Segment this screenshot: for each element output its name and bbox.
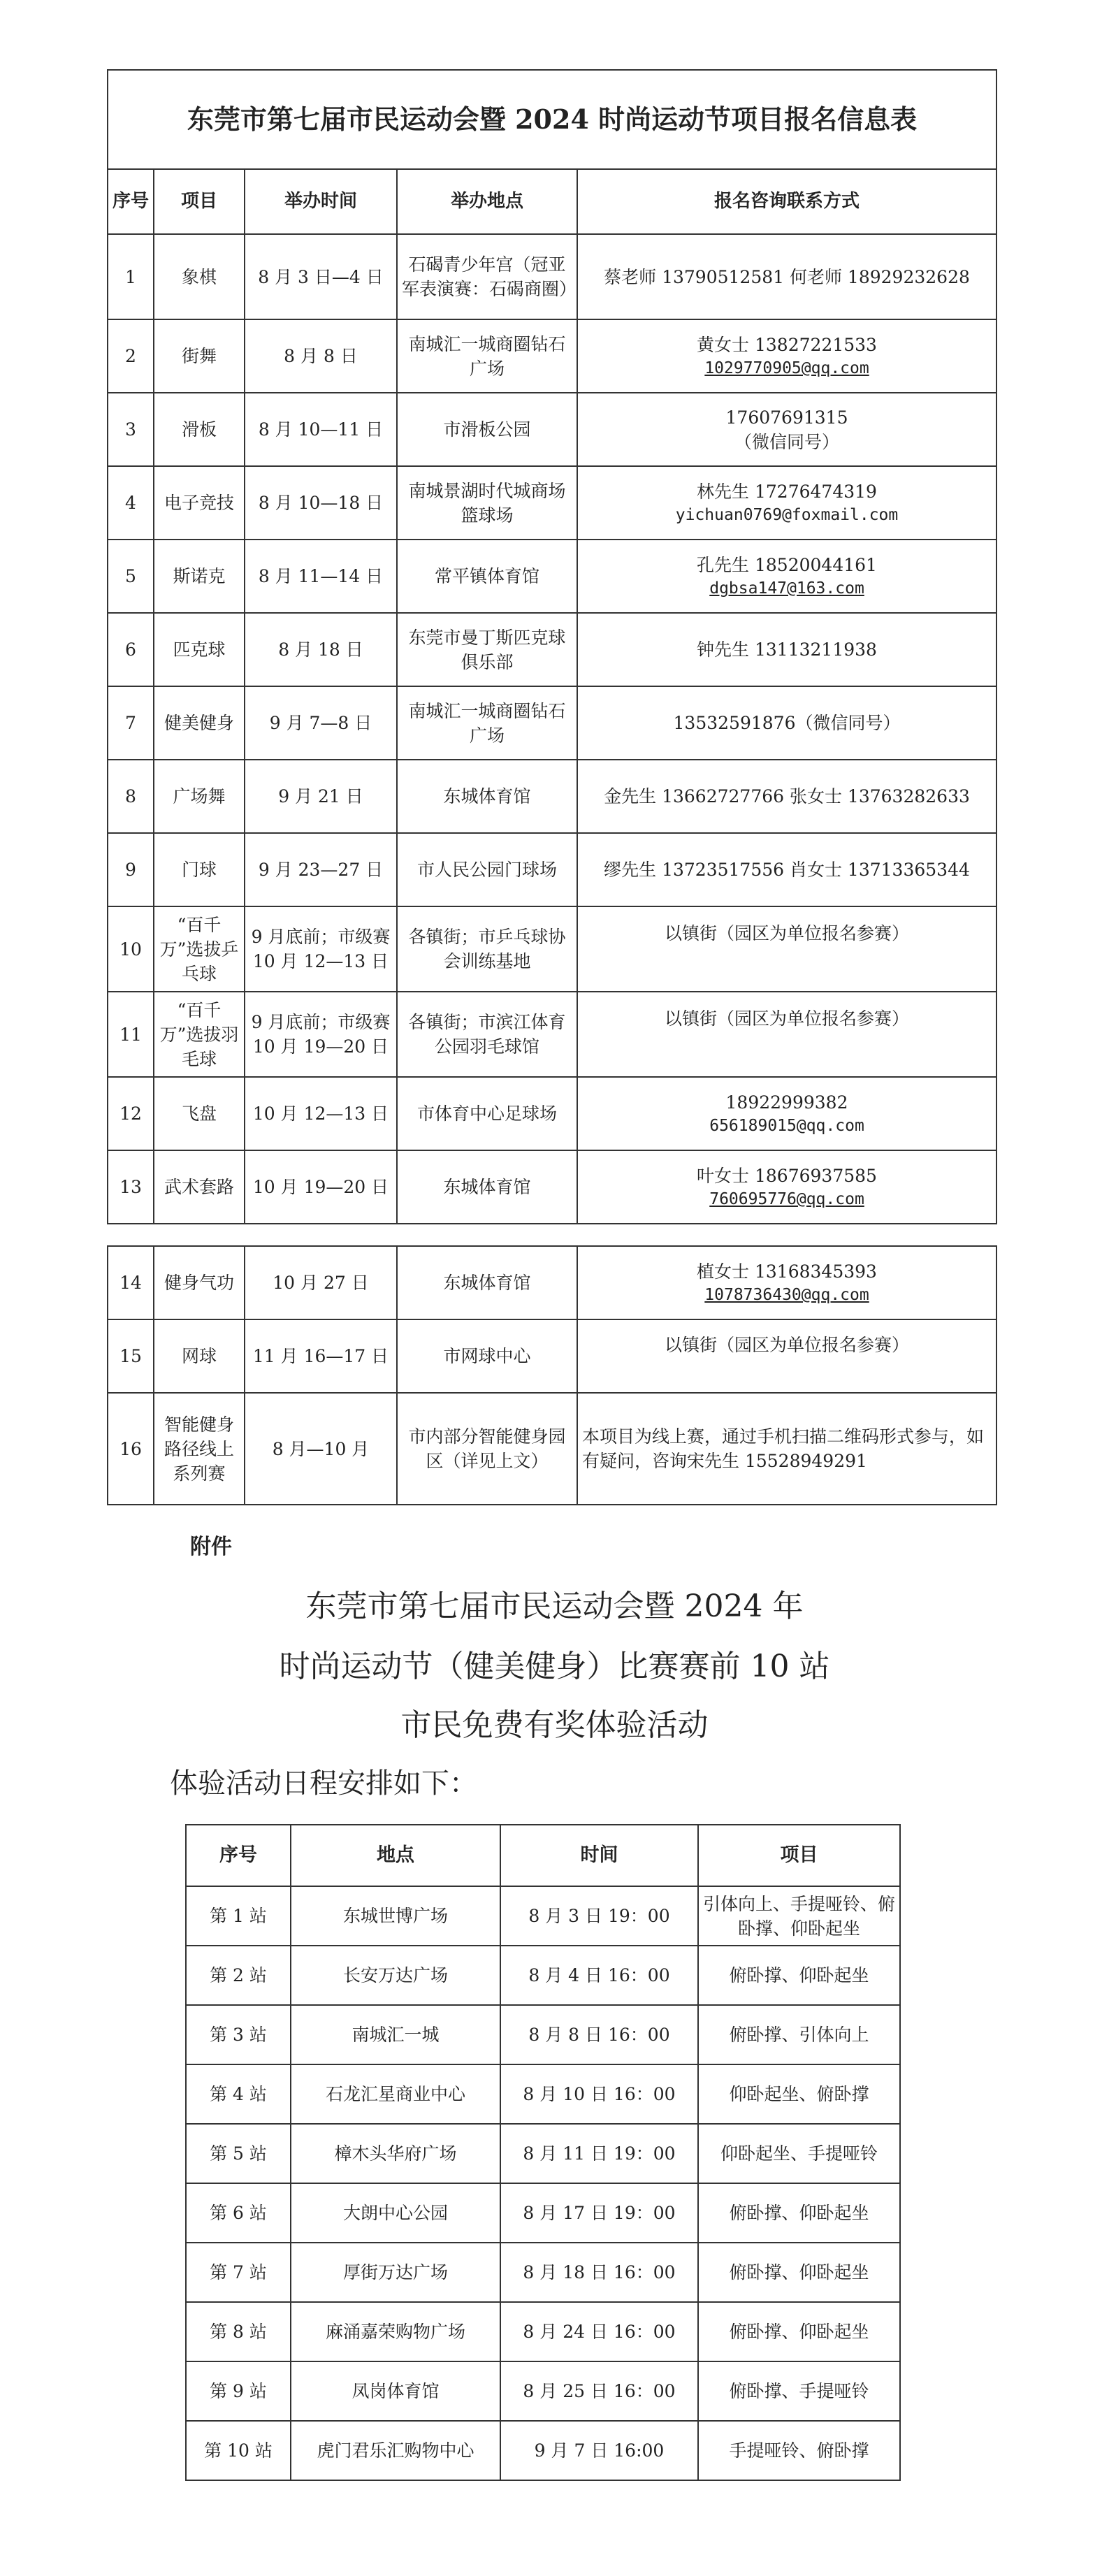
row-place: 东城世博广场 bbox=[291, 1886, 500, 1946]
row-time: 9 月 23—27 日 bbox=[245, 833, 397, 906]
table-row bbox=[108, 1150, 996, 1224]
row-time: 9 月 7 日 16:00 bbox=[500, 2421, 698, 2480]
table-row bbox=[108, 540, 996, 613]
row-venue: 南城汇一城商圈钻石广场 bbox=[397, 686, 577, 760]
table-row bbox=[186, 2302, 900, 2361]
row-contact bbox=[577, 1246, 996, 1319]
row-no: 14 bbox=[108, 1246, 154, 1319]
row-item: “百千万”选拔乒乓球 bbox=[154, 906, 245, 992]
attachment-title-line-1: 东莞市第七届市民运动会暨 2024 年 bbox=[305, 1589, 804, 1624]
row-contact bbox=[577, 686, 996, 760]
row-no: 第 10 站 bbox=[186, 2421, 291, 2480]
row-venue: 东城体育馆 bbox=[397, 760, 577, 833]
row-no: 10 bbox=[108, 906, 154, 992]
email-link[interactable]: 1029770905@qq.com bbox=[704, 359, 869, 377]
row-no: 9 bbox=[108, 833, 154, 906]
header-no: 序号 bbox=[108, 169, 154, 234]
row-time: 8 月 3 日—4 日 bbox=[245, 234, 397, 319]
row-time: 8 月 3 日 19：00 bbox=[500, 1886, 698, 1946]
row-contact bbox=[577, 1150, 996, 1224]
row-items: 俯卧撑、仰卧起坐 bbox=[698, 1946, 900, 2005]
schedule-intro: 体验活动日程安排如下： bbox=[170, 1767, 477, 1800]
row-time: 8 月 18 日 bbox=[245, 613, 397, 686]
row-venue: 常平镇体育馆 bbox=[397, 540, 577, 613]
header-no: 序号 bbox=[186, 1825, 291, 1886]
row-time: 10 月 27 日 bbox=[245, 1246, 397, 1319]
row-contact bbox=[577, 234, 996, 319]
row-contact bbox=[577, 319, 996, 393]
table-row bbox=[108, 1077, 996, 1150]
row-place: 长安万达广场 bbox=[291, 1946, 500, 2005]
row-item: 网球 bbox=[154, 1319, 245, 1393]
row-contact bbox=[577, 466, 996, 540]
row-item: 健身气功 bbox=[154, 1246, 245, 1319]
row-items: 仰卧起坐、手提哑铃 bbox=[698, 2124, 900, 2183]
row-item: 健美健身 bbox=[154, 686, 245, 760]
contact-line: 以镇街（园区为单位报名参赛） bbox=[664, 1335, 909, 1355]
row-no: 第 2 站 bbox=[186, 1946, 291, 2005]
row-item: “百千万”选拔羽毛球 bbox=[154, 992, 245, 1077]
row-contact bbox=[577, 540, 996, 613]
table-row bbox=[108, 833, 996, 906]
table-row bbox=[108, 992, 996, 1077]
email-text: 656189015@qq.com bbox=[709, 1116, 864, 1135]
table-row bbox=[108, 234, 996, 319]
row-time: 8 月 10—11 日 bbox=[245, 393, 397, 466]
row-item: 象棋 bbox=[154, 234, 245, 319]
row-time: 9 月底前；市级赛 10 月 12—13 日 bbox=[245, 906, 397, 992]
email-text: yichuan0769@foxmail.com bbox=[675, 505, 899, 524]
row-no: 15 bbox=[108, 1319, 154, 1393]
row-place: 麻涌嘉荣购物广场 bbox=[291, 2302, 500, 2361]
row-no: 1 bbox=[108, 234, 154, 319]
row-item: 滑板 bbox=[154, 393, 245, 466]
row-contact bbox=[577, 393, 996, 466]
row-item: 武术套路 bbox=[154, 1150, 245, 1224]
table-row bbox=[186, 2421, 900, 2480]
table-row bbox=[108, 466, 996, 540]
table-row bbox=[186, 2005, 900, 2064]
table-row bbox=[186, 2243, 900, 2302]
row-item: 飞盘 bbox=[154, 1077, 245, 1150]
row-place: 樟木头华府广场 bbox=[291, 2124, 500, 2183]
table-row bbox=[186, 2124, 900, 2183]
row-time: 8 月 11 日 19：00 bbox=[500, 2124, 698, 2183]
row-items: 俯卧撑、仰卧起坐 bbox=[698, 2183, 900, 2243]
header-item: 项目 bbox=[154, 169, 245, 234]
attachment-label: 附件 bbox=[190, 1535, 232, 1559]
contact-line: 缪先生 13723517556 肖女士 13713365344 bbox=[604, 860, 970, 880]
row-time: 8 月 10—18 日 bbox=[245, 466, 397, 540]
row-items: 引体向上、手提哑铃、俯卧撑、仰卧起坐 bbox=[698, 1886, 900, 1946]
row-venue: 东城体育馆 bbox=[397, 1246, 577, 1319]
table-row bbox=[108, 1319, 996, 1393]
table-row bbox=[108, 393, 996, 466]
registration-table bbox=[107, 69, 997, 1224]
header-row bbox=[108, 169, 996, 234]
table-row bbox=[108, 906, 996, 992]
row-item: 电子竞技 bbox=[154, 466, 245, 540]
table-row bbox=[186, 2183, 900, 2243]
table-row bbox=[108, 1246, 996, 1319]
row-time: 9 月底前；市级赛 10 月 19—20 日 bbox=[245, 992, 397, 1077]
row-no: 11 bbox=[108, 992, 154, 1077]
contact-line: 以镇街（园区为单位报名参赛） bbox=[665, 1008, 910, 1029]
contact-line: 黄女士 13827221533 bbox=[697, 334, 877, 355]
row-time: 9 月 7—8 日 bbox=[245, 686, 397, 760]
row-place: 大朗中心公园 bbox=[291, 2183, 500, 2243]
row-time: 8 月 18 日 16：00 bbox=[500, 2243, 698, 2302]
row-time: 8 月 8 日 bbox=[245, 319, 397, 393]
row-venue: 市人民公园门球场 bbox=[397, 833, 577, 906]
row-no: 2 bbox=[108, 319, 154, 393]
row-no: 第 1 站 bbox=[186, 1886, 291, 1946]
contact-line: 植女士 13168345393 bbox=[697, 1261, 877, 1282]
row-item: 门球 bbox=[154, 833, 245, 906]
row-contact bbox=[577, 760, 996, 833]
row-contact bbox=[577, 992, 996, 1077]
row-no: 7 bbox=[108, 686, 154, 760]
table-row bbox=[108, 613, 996, 686]
row-time: 8 月—10 月 bbox=[245, 1393, 397, 1505]
row-item: 街舞 bbox=[154, 319, 245, 393]
row-no: 6 bbox=[108, 613, 154, 686]
row-place: 虎门君乐汇购物中心 bbox=[291, 2421, 500, 2480]
email-link[interactable]: 1078736430@qq.com bbox=[704, 1285, 869, 1304]
row-venue: 石碣青少年宫（冠亚军表演赛：石碣商圈） bbox=[397, 234, 577, 319]
row-venue: 东莞市曼丁斯匹克球俱乐部 bbox=[397, 613, 577, 686]
header-time: 时间 bbox=[500, 1825, 698, 1886]
contact-line: （微信同号） bbox=[734, 431, 840, 452]
row-venue: 各镇街；市滨江体育公园羽毛球馆 bbox=[397, 992, 577, 1077]
row-place: 凤岗体育馆 bbox=[291, 2361, 500, 2421]
table-title: 东莞市第七届市民运动会暨 2024 时尚运动节项目报名信息表 bbox=[108, 70, 996, 169]
row-contact bbox=[577, 833, 996, 906]
contact-line: 以镇街（园区为单位报名参赛） bbox=[665, 923, 910, 943]
row-no: 3 bbox=[108, 393, 154, 466]
row-no: 第 9 站 bbox=[186, 2361, 291, 2421]
table-row bbox=[108, 319, 996, 393]
schedule-table bbox=[185, 1824, 901, 2481]
row-no: 4 bbox=[108, 466, 154, 540]
row-no: 第 4 站 bbox=[186, 2064, 291, 2124]
row-items: 手提哑铃、俯卧撑 bbox=[698, 2421, 900, 2480]
row-place: 厚街万达广场 bbox=[291, 2243, 500, 2302]
row-no: 5 bbox=[108, 540, 154, 613]
contact-line: 本项目为线上赛，通过手机扫描二维码形式参与，如有疑问，咨询宋先生 15528949291 bbox=[582, 1426, 985, 1471]
contact-line: 孔先生 18520044161 bbox=[697, 554, 877, 575]
contact-line: 林先生 17276474319 bbox=[697, 481, 877, 502]
row-items: 俯卧撑、仰卧起坐 bbox=[698, 2302, 900, 2361]
row-no: 第 6 站 bbox=[186, 2183, 291, 2243]
row-contact bbox=[577, 613, 996, 686]
contact-line: 金先生 13662727766 张女士 13763282633 bbox=[604, 786, 970, 806]
row-no: 第 3 站 bbox=[186, 2005, 291, 2064]
row-contact bbox=[577, 1319, 996, 1393]
row-time: 8 月 24 日 16：00 bbox=[500, 2302, 698, 2361]
table-row bbox=[186, 2064, 900, 2124]
table-row bbox=[186, 2361, 900, 2421]
row-time: 8 月 17 日 19：00 bbox=[500, 2183, 698, 2243]
contact-line: 叶女士 18676937585 bbox=[697, 1165, 877, 1186]
row-venue: 市滑板公园 bbox=[397, 393, 577, 466]
contact-line: 18922999382 bbox=[725, 1092, 848, 1113]
header-time: 举办时间 bbox=[245, 169, 397, 234]
row-no: 第 5 站 bbox=[186, 2124, 291, 2183]
table-row bbox=[108, 686, 996, 760]
row-contact bbox=[577, 906, 996, 992]
contact-line: 17607691315 bbox=[725, 407, 848, 428]
table-row bbox=[186, 1886, 900, 1946]
row-contact bbox=[577, 1077, 996, 1150]
attachment-title-line-2: 时尚运动节（健美健身）比赛赛前 10 站 bbox=[279, 1649, 830, 1684]
header-contact: 报名咨询联系方式 bbox=[577, 169, 996, 234]
email-link[interactable]: 760695776@qq.com bbox=[709, 1189, 864, 1208]
attachment-title-line-3: 市民免费有奖体验活动 bbox=[400, 1707, 709, 1743]
row-place: 石龙汇星商业中心 bbox=[291, 2064, 500, 2124]
row-time: 8 月 25 日 16：00 bbox=[500, 2361, 698, 2421]
row-no: 12 bbox=[108, 1077, 154, 1150]
row-time: 8 月 11—14 日 bbox=[245, 540, 397, 613]
row-place: 南城汇一城 bbox=[291, 2005, 500, 2064]
row-venue: 南城景湖时代城商场篮球场 bbox=[397, 466, 577, 540]
row-no: 16 bbox=[108, 1393, 154, 1505]
row-venue: 市内部分智能健身园区（详见上文） bbox=[397, 1393, 577, 1505]
table-row bbox=[108, 760, 996, 833]
row-time: 8 月 10 日 16：00 bbox=[500, 2064, 698, 2124]
header-items: 项目 bbox=[698, 1825, 900, 1886]
row-venue: 东城体育馆 bbox=[397, 1150, 577, 1224]
row-no: 第 8 站 bbox=[186, 2302, 291, 2361]
email-link[interactable]: dgbsa147@163.com bbox=[709, 579, 864, 598]
contact-line: 蔡老师 13790512581 何老师 18929232628 bbox=[604, 266, 970, 287]
row-item: 智能健身路径线上系列赛 bbox=[154, 1393, 245, 1505]
row-items: 仰卧起坐、俯卧撑 bbox=[698, 2064, 900, 2124]
row-item: 广场舞 bbox=[154, 760, 245, 833]
registration-table-continued bbox=[107, 1245, 997, 1505]
row-time: 9 月 21 日 bbox=[245, 760, 397, 833]
row-no: 13 bbox=[108, 1150, 154, 1224]
row-time: 11 月 16—17 日 bbox=[245, 1319, 397, 1393]
row-item: 斯诺克 bbox=[154, 540, 245, 613]
header-venue: 举办地点 bbox=[397, 169, 577, 234]
header-place: 地点 bbox=[291, 1825, 500, 1886]
row-items: 俯卧撑、手提哑铃 bbox=[698, 2361, 900, 2421]
row-time: 10 月 19—20 日 bbox=[245, 1150, 397, 1224]
row-time: 10 月 12—13 日 bbox=[245, 1077, 397, 1150]
row-time: 8 月 4 日 16：00 bbox=[500, 1946, 698, 2005]
header-row bbox=[186, 1825, 900, 1886]
row-no: 第 7 站 bbox=[186, 2243, 291, 2302]
row-no: 8 bbox=[108, 760, 154, 833]
row-items: 俯卧撑、仰卧起坐 bbox=[698, 2243, 900, 2302]
table-row bbox=[186, 1946, 900, 2005]
row-time: 8 月 8 日 16：00 bbox=[500, 2005, 698, 2064]
row-venue: 市网球中心 bbox=[397, 1319, 577, 1393]
contact-line: 钟先生 13113211938 bbox=[697, 639, 877, 660]
row-item: 匹克球 bbox=[154, 613, 245, 686]
row-venue: 南城汇一城商圈钻石广场 bbox=[397, 319, 577, 393]
row-contact bbox=[577, 1393, 996, 1505]
table-row bbox=[108, 1393, 996, 1505]
contact-line: 13532591876（微信同号） bbox=[673, 713, 901, 733]
row-venue: 各镇街；市乒乓球协会训练基地 bbox=[397, 906, 577, 992]
row-venue: 市体育中心足球场 bbox=[397, 1077, 577, 1150]
row-items: 俯卧撑、引体向上 bbox=[698, 2005, 900, 2064]
